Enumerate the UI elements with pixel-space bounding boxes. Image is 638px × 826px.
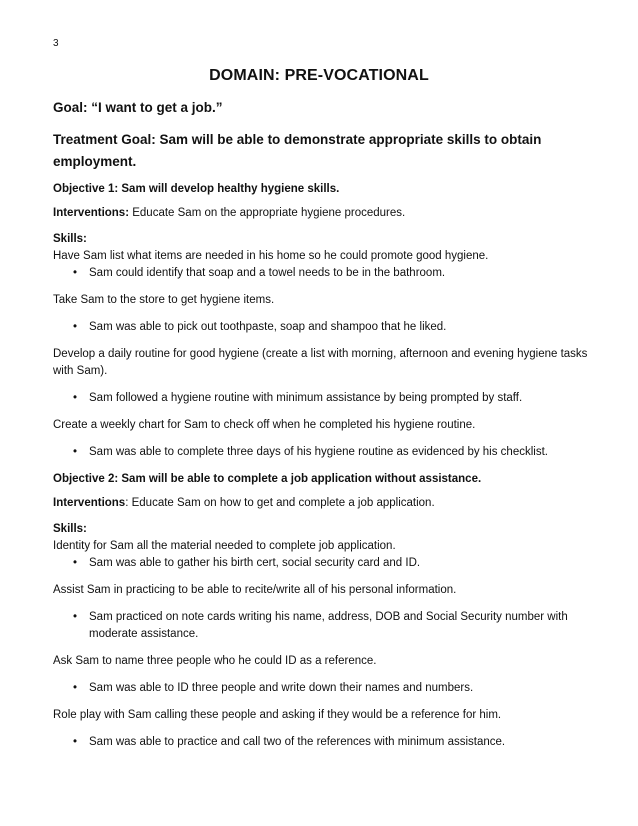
bullet-list [53, 609, 593, 643]
skills-item: Ask Sam to name three people who he could ID as a reference. [53, 655, 377, 667]
page-number: 3 [53, 38, 59, 49]
bullet-list [53, 734, 593, 751]
bullet-list [53, 555, 593, 572]
document-body [53, 97, 593, 761]
treatment-goal: Treatment Goal: Sam will be able to demonstrate appropriate skills to obtain employment. [53, 132, 542, 169]
list-item: • Sam was able to practice and call two of the references with minimum assistance. [53, 734, 593, 751]
list-item: • Sam was able to ID three people and write down their names and numbers. [53, 680, 593, 697]
page-title: DOMAIN: PRE-VOCATIONAL [209, 67, 429, 84]
skills-item: Develop a daily routine for good hygiene (create a list with morning, afternoon and evening hygiene tasks with Sam). [53, 348, 588, 377]
skills-label: Skills: [53, 523, 87, 535]
skills-item: Have Sam list what items are needed in his home so he could promote good hygiene. [53, 250, 489, 262]
objective-1-skills [53, 231, 593, 282]
objective-1-heading: Objective 1: Sam will develop healthy hygiene skills. [53, 183, 340, 195]
objective-2-interventions [53, 495, 593, 512]
list-item: • Sam followed a hygiene routine with minimum assistance by being prompted by staff. [53, 390, 593, 407]
bullet-list [53, 444, 593, 461]
skills-label: Skills: [53, 233, 87, 245]
objective-1-interventions [53, 205, 593, 222]
interventions-text: : Educate Sam on how to get and complete a job application. [125, 497, 435, 509]
skills-item: Identity for Sam all the material needed to complete job application. [53, 540, 396, 552]
interventions-text: Educate Sam on the appropriate hygiene procedures. [129, 207, 406, 219]
list-item: • Sam was able to pick out toothpaste, soap and shampoo that he liked. [53, 319, 593, 336]
bullet-list [53, 265, 593, 282]
interventions-label: Interventions: [53, 207, 130, 219]
bullet-list [53, 319, 593, 336]
skills-item: Take Sam to the store to get hygiene items. [53, 294, 275, 306]
goal-heading: Goal: “I want to get a job.” [53, 100, 223, 115]
objective-2-skills [53, 521, 593, 572]
objective-2-heading: Objective 2: Sam will be able to complete a job application without assistance. [53, 473, 482, 485]
list-item: • Sam was able to complete three days of his hygiene routine as evidenced by his checklist. [53, 444, 593, 461]
list-item: • Sam practiced on note cards writing his name, address, DOB and Social Security number with moderate assistance. [53, 609, 593, 643]
interventions-label: Interventions [53, 497, 126, 509]
list-item: • Sam was able to gather his birth cert, social security card and ID. [53, 555, 593, 572]
skills-item: Role play with Sam calling these people and asking if they would be a reference for him. [53, 709, 502, 721]
list-item: • Sam could identify that soap and a towel needs to be in the bathroom. [53, 265, 593, 282]
skills-item: Create a weekly chart for Sam to check off when he completed his hygiene routine. [53, 419, 476, 431]
bullet-list [53, 390, 593, 407]
bullet-list [53, 680, 593, 697]
skills-item: Assist Sam in practicing to be able to recite/write all of his personal information. [53, 584, 457, 596]
